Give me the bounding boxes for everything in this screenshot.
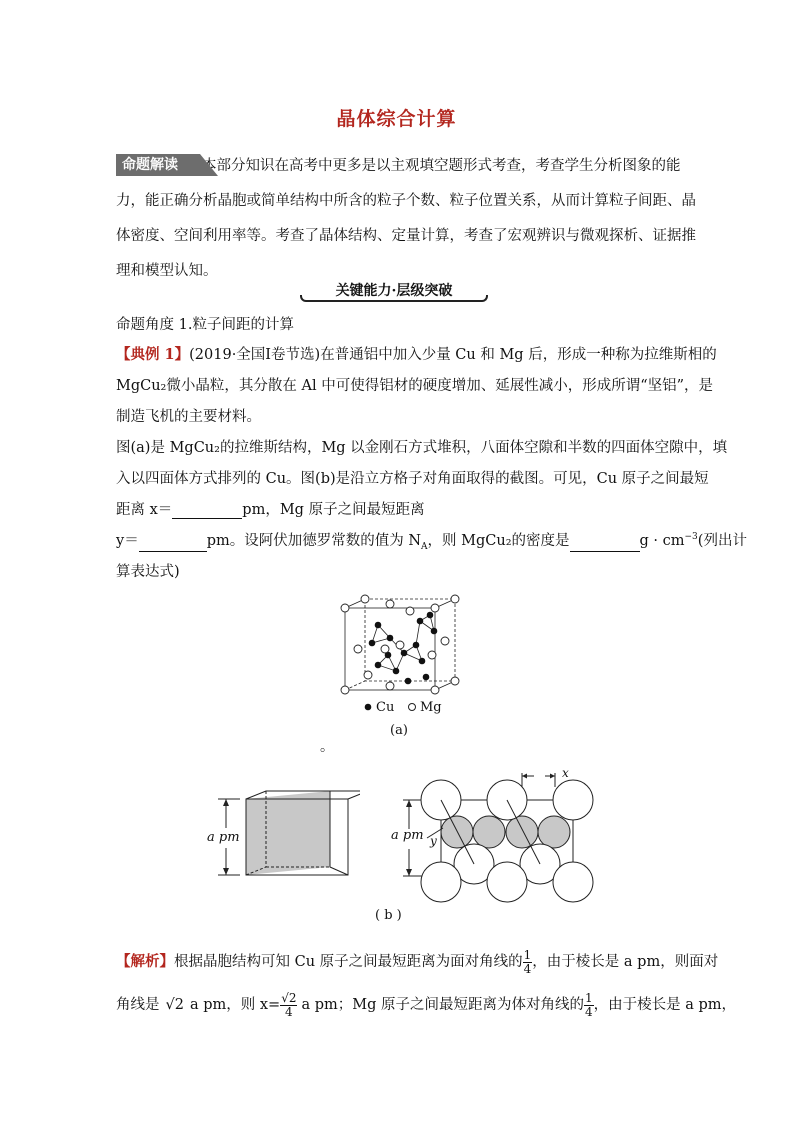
cu-legend-icon [365, 704, 372, 711]
intro-line-4: 理和模型认知。 [116, 263, 218, 279]
intro-paragraph [116, 150, 696, 287]
answer-blank-y[interactable] [139, 537, 207, 552]
intro-line-3: 体密度、空间利用率等。考查了晶体结构、定量计算，考查了宏观辨识与微观探析、证据推 [116, 228, 696, 244]
example-tag: 【典例 1】 [116, 346, 190, 363]
example-line-6: 距离 x＝ pm，Mg 原子之间最短距离 [116, 502, 425, 518]
example-line-1: 【典例 1】(2019·全国Ⅰ卷节选)在普通铝中加入少量 Cu 和 Mg 后，形成一种称为拉维斯相的 [116, 346, 717, 363]
section-heading-underline [300, 295, 488, 302]
figure-b-a-label-left: a pm [207, 830, 240, 845]
legend-cu-label: Cu [376, 700, 395, 715]
intro-line-2: 力，能正确分析晶胞或简单结构中所含的粒子个数、粒子位置关系，从而计算粒子间距、晶 [116, 193, 696, 209]
page-title: 晶体综合计算 [336, 108, 457, 130]
example-line-2: MgCu₂微小晶粒，其分散在 Al 中可使得铝材的硬度增加、延展性减小，形成所谓“坚铝”，是 [116, 378, 714, 394]
example-line-8: 算表达式) [116, 564, 180, 580]
analysis-line-1: 【解析】根据晶胞结构可知 Cu 原子之间最短距离为面对角线的 $\frac{1}{4}$ ，由于棱长是 a pm，则面对 [116, 947, 719, 976]
example-line-7: y＝ pm。设阿伏加德罗常数的值为 $N_A$，则 MgCu₂的密度是 $g \cdot cm^{-3}$(列出计 [116, 532, 747, 552]
example-line-3: 制造飞机的主要材料。 [116, 409, 261, 425]
stray-mark: 。 [320, 739, 334, 755]
answer-blank-x[interactable] [172, 504, 242, 519]
intro-line-1: 命题解读 本部分知识在高考中更多是以主观填空题形式考查，考查学生分析图象的能 [116, 150, 681, 182]
example-line-4: 图(a)是 MgCu₂的拉维斯结构，Mg 以金刚石方式堆积，八面体空隙和半数的四面体空隙中，填 [116, 440, 728, 456]
fraction-one-quarter-2: $\frac{1}{4}$ [585, 990, 593, 1019]
figure-b-x-label: x [562, 766, 569, 780]
analysis-tag: 【解析】 [116, 953, 174, 970]
figure-b-caption: ( b ) [375, 908, 402, 923]
legend-mg-label: Mg [420, 700, 442, 715]
answer-blank-density[interactable] [570, 537, 640, 552]
analysis-line-2: 角线是 √2 a pm，则 x= $\frac{√2}{4}$ a pm；Mg 原子之间最短距离为体对角线的 $\frac{1}{4}$ ，由于棱长是 a pm， [116, 990, 737, 1019]
figure-b-y-label: y [430, 834, 437, 848]
mg-legend-icon [409, 704, 416, 711]
figure-a-caption: (a) [390, 723, 408, 738]
angle-heading: 命题角度 1.粒子间距的计算 [116, 317, 294, 333]
example-line-5: 入以四面体方式排列的 Cu。图(b)是沿立方格子对角面取得的截图。可见，Cu 原子之间最短 [116, 471, 709, 487]
sqrt-two: √2 [165, 997, 184, 1013]
intro-badge: 命题解读 [116, 154, 200, 176]
figure-a-crystal-structure [330, 593, 470, 741]
fraction-sqrt2-over-4: $\frac{√2}{4}$ [281, 990, 297, 1019]
figure-b-a-label-right: a pm [391, 828, 424, 843]
fraction-one-quarter-1: $\frac{1}{4}$ [523, 947, 532, 976]
section-heading: 关键能力·层级突破 [300, 280, 488, 302]
